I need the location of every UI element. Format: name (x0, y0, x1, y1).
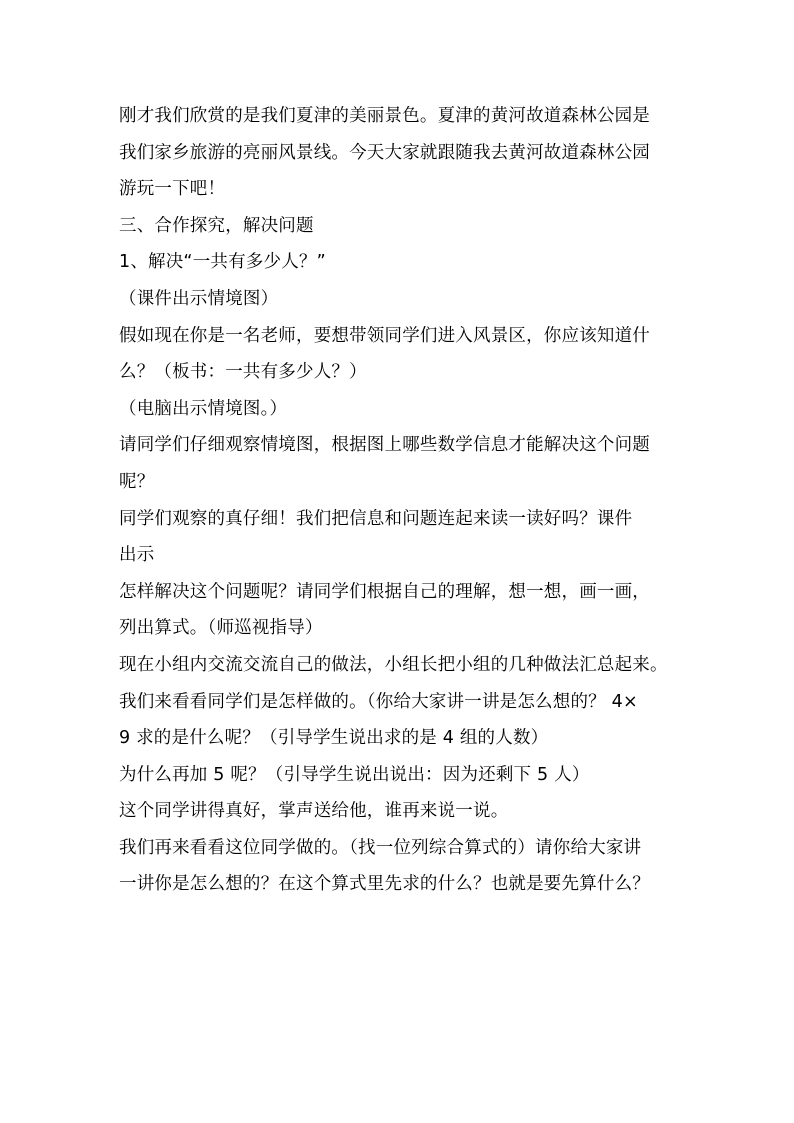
text-line: 我们家乡旅游的亮丽风景线。今天大家就跟随我去黄河故道森林公园 (119, 142, 650, 163)
subsection-heading: 1、解决“一共有多少人？” (119, 252, 326, 273)
text-line: 我们再来看看这位同学做的。（找一位列综合算式的）请你给大家讲 (119, 837, 642, 858)
text-line: 9 求的是什么呢？（引导学生说出求的是 4 组的人数） (119, 728, 549, 749)
text-line: 我们来看看同学们是怎样做的。（你给大家讲一讲是怎么想的？ 4× (119, 691, 638, 712)
text-line: 游玩一下吧！ (119, 179, 226, 200)
text-line: 么？（板书：一共有多少人？） (119, 362, 367, 383)
text-line: 现在小组内交流交流自己的做法，小组长把小组的几种做法汇总起来。 (119, 654, 668, 675)
text-line: 请同学们仔细观察情境图，根据图上哪些数学信息才能解决这个问题 (119, 435, 650, 456)
document-body (119, 98, 689, 903)
text-line: 刚才我们欣赏的是我们夏津的美丽景色。夏津的黄河故道森林公园是 (119, 106, 650, 126)
text-line: 怎样解决这个问题呢？请同学们根据自己的理解，想一想，画一画， (119, 581, 650, 602)
text-line: 同学们观察的真仔细！我们把信息和问题连起来读一读好吗？课件 (119, 508, 633, 529)
text-line: 假如现在你是一名老师，要想带领同学们进入风景区，你应该知道什 (119, 325, 650, 346)
text-line: 为什么再加 5 呢？（引导学生说出说出：因为还剩下 5 人） (119, 764, 590, 785)
text-line: （电脑出示情境图。） (119, 398, 288, 419)
text-line: 出示 (119, 545, 155, 566)
text-line: 呢？ (119, 471, 155, 492)
text-line: （课件出示情境图） (119, 288, 279, 309)
text-line: 列出算式。（师巡视指导） (119, 618, 323, 639)
section-heading: 三、合作探究，解决问题 (119, 215, 314, 236)
text-line: 一讲你是怎么想的？在这个算式里先求的什么？也就是要先算什么？ (119, 874, 650, 895)
text-line: 这个同学讲得真好，掌声送给他，谁再来说一说。 (119, 801, 509, 822)
